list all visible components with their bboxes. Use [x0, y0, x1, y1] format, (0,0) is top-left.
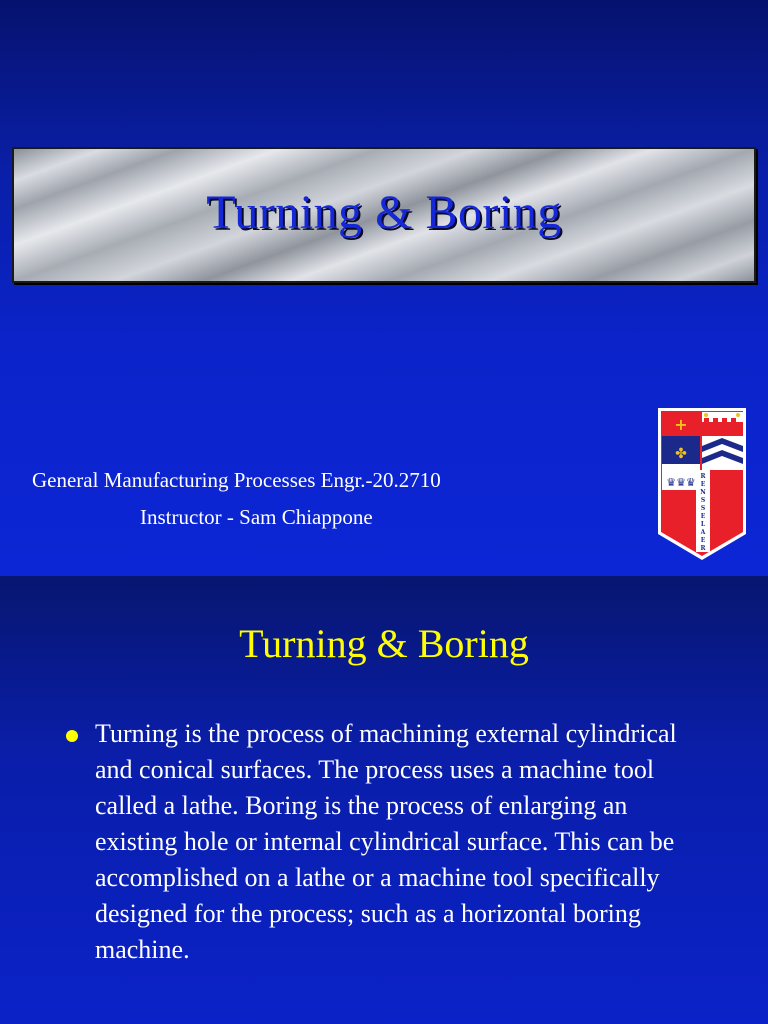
rensselaer-shield-icon	[656, 406, 748, 562]
svg-text:✤: ✤	[675, 446, 687, 462]
svg-text:♛♛♛: ♛♛♛	[666, 476, 696, 489]
title-banner	[12, 147, 756, 283]
svg-text:S: S	[700, 505, 706, 512]
svg-text:R: R	[700, 473, 706, 480]
svg-text:N: N	[700, 489, 706, 496]
svg-text:+: +	[674, 415, 688, 434]
slide-title: Turning & Boring	[206, 186, 562, 239]
content-title: Turning & Boring	[239, 621, 529, 666]
instructor-name: Instructor - Sam Chiappone	[140, 505, 373, 529]
svg-text:L: L	[700, 521, 706, 528]
course-name: General Manufacturing Processes Engr.-20.2710	[32, 468, 441, 492]
svg-text:R: R	[700, 545, 706, 552]
bullet-item	[66, 716, 716, 968]
bullet-dot-icon	[66, 730, 78, 742]
svg-text:E: E	[700, 513, 706, 520]
svg-text:S: S	[700, 497, 706, 504]
bullet-text: Turning is the process of machining external cylindrical and conical surfaces. The process uses a machine tool called a lathe. Boring is the process of enlarging an existing hole or internal cylindrical surface. This can be accomplished on a lathe or a machine tool specifically designed for the process; such as a horizontal boring machine.	[95, 719, 677, 964]
svg-text:A: A	[700, 529, 706, 536]
content-slide	[0, 576, 768, 1024]
svg-text:E: E	[700, 537, 706, 544]
svg-text:E: E	[700, 481, 706, 488]
